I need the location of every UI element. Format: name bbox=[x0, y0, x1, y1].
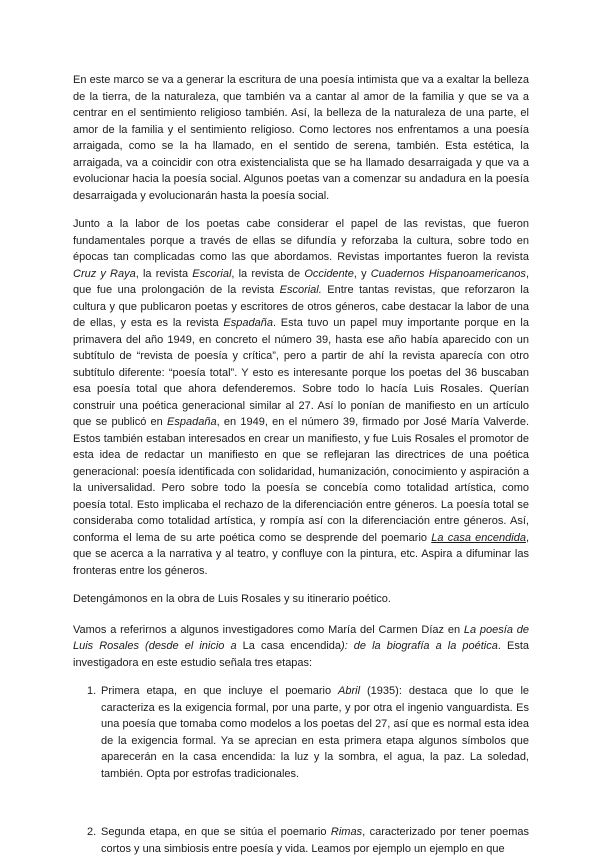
magazine-title: Escorial bbox=[192, 267, 232, 280]
text-run: , en 1949, en el número 39, firmado por José María Valverde. Estos también estaban interesados en crear un manifiesto, y fue Luis Rosales el promotor de esta idea de redactar un manifiesto en que se reflejaran las directrices de una poética generacional: poesía identificada con solidaridad, humanización, conocimiento y aspiración a la universalidad. Pero sobre todo la poesía se concebía como totalidad artística, como poesía total. Esto implicaba el rechazo de la diferenciación entre géneros. La poesía total se consideraba como totalidad artística, y rompía así con la diferenciación entre géneros. Así, conforma el lema de su arte poética como se desprende del poemario bbox=[73, 416, 530, 544]
text-run: . Esta investigadora en este estudio señala tres etapas: bbox=[73, 640, 530, 669]
magazine-title: Occidente bbox=[304, 267, 354, 280]
paragraph-researchers bbox=[73, 622, 529, 672]
text-run: Junto a la labor de los poetas cabe considerar el papel de las revistas, que fueron fundamentales porque a través de ellas se difundía y reforzaba la cultura, sobre todo en épocas tan complicadas como las que abordamos. Revistas importantes fueron la revista bbox=[73, 218, 529, 263]
book-title-link: La casa encendida bbox=[431, 531, 526, 544]
text-run: , la revista de bbox=[231, 267, 305, 280]
paragraph-rosales-intro: Detengámonos en la obra de Luis Rosales y su itinerario poético. bbox=[73, 593, 391, 605]
magazine-title: Cruz y Raya bbox=[73, 267, 136, 280]
magazine-title: Espadaña bbox=[223, 317, 273, 329]
text-run: La casa encendida bbox=[236, 640, 342, 652]
list-item-stage-2 bbox=[73, 824, 529, 857]
poem-title: Abril bbox=[338, 685, 361, 697]
list-number: 2. bbox=[87, 826, 97, 838]
paragraph-magazines bbox=[73, 216, 529, 579]
list-item-stage-1 bbox=[73, 683, 529, 782]
text-run: , y bbox=[353, 267, 371, 280]
paragraph-intimist-poetry: En este marco se va a generar la escritura de una poesía intimista que va a exaltar la belleza de la tierra, de la naturaleza, que también va a cantar al amor de la familia y que se va a centrar en el sentimiento religioso también. Así, la belleza de la naturaleza de una parte, el amor de la familia y el sentimiento religioso. Como lectores nos enfrentamos a una poesía arraigada, como se la ha llamado, en el sentido de serena, también. Esta estética, la arraigada, va a coincidir con otra existencialista que se ha llamado desarraigada y que va a evolucionar hacia la poesía social. Algunos poetas van a comenzar su andadura en la poesía desarraigada y evolucionarán hasta la poesía social. bbox=[73, 74, 529, 202]
text-run: . Esta tuvo un papel muy importante porque en la primavera del año 1949, en concreto el número 39, hasta ese año había aparecido con un subtítulo de “revista de poesía y crítica”, pero a partir de ahí la revista aparecía con otro subtítulo diferente: “poesía total”. Y esto es interesante porque los poetas del 36 buscaban esa poesía total que ahora defenderemos. Sobre todo lo hacía Luis Rosales. Querían construir una poética generacional similar al 27. Así lo ponían de manifiesto en un artículo que se publicó en bbox=[73, 317, 529, 428]
document-page bbox=[73, 72, 529, 857]
list-number: 1. bbox=[87, 685, 97, 697]
text-run: (1935): destaca que lo que le caracteriza es la exigencia formal, por una parte, y por otra el ingenio vanguardista. Es una poesía que tomaba como modelos a los poetas del 27, así que es normal esta idea de la exigencia formal. Ya se aprecian en esta primera etapa algunos símbolos que aparecerán en la casa encendida: la luz y la sombra, el agua, la paz. La soledad, también. Opta por estrofas tradicionales. bbox=[101, 685, 530, 780]
study-title: La poesía de Luis Rosales (desde el inicio a bbox=[73, 623, 529, 652]
text-run: Vamos a referirnos a algunos investigadores como María del Carmen Díaz en bbox=[73, 623, 464, 636]
text-run: , caracterizado por tener poemas cortos y una simbiosis entre poesía y vida. Leamos por ejemplo un ejemplo en que bbox=[101, 826, 530, 855]
text-run: Segunda etapa, en que se sitúa el poemario bbox=[101, 826, 331, 838]
text-run: Primera etapa, en que incluye el poemario bbox=[101, 685, 339, 697]
text-run: , que se acerca a la narrativa y al teatro, y confluye con la pintura, etc. Aspira a difuminar las fronteras entre los géneros. bbox=[73, 531, 529, 577]
text-run: , la revista bbox=[135, 267, 193, 280]
magazine-title: Cuadernos Hispanoamericanos bbox=[370, 267, 526, 280]
study-title: ): de la biografía a la poética bbox=[341, 640, 498, 652]
stages-list bbox=[73, 683, 529, 857]
text-run: Entre tantas revistas, que reforzaron la cultura y que publicaron poetas y escritores de otros géneros, cabe destacar la labor de una de ellas, y esta es la revista bbox=[73, 284, 529, 329]
magazine-title: Espadaña bbox=[167, 416, 217, 428]
poem-title: Rimas bbox=[330, 826, 363, 838]
magazine-title: Escorial. bbox=[279, 284, 322, 296]
text-run: , que fue una prolongación de la revista bbox=[73, 267, 529, 296]
